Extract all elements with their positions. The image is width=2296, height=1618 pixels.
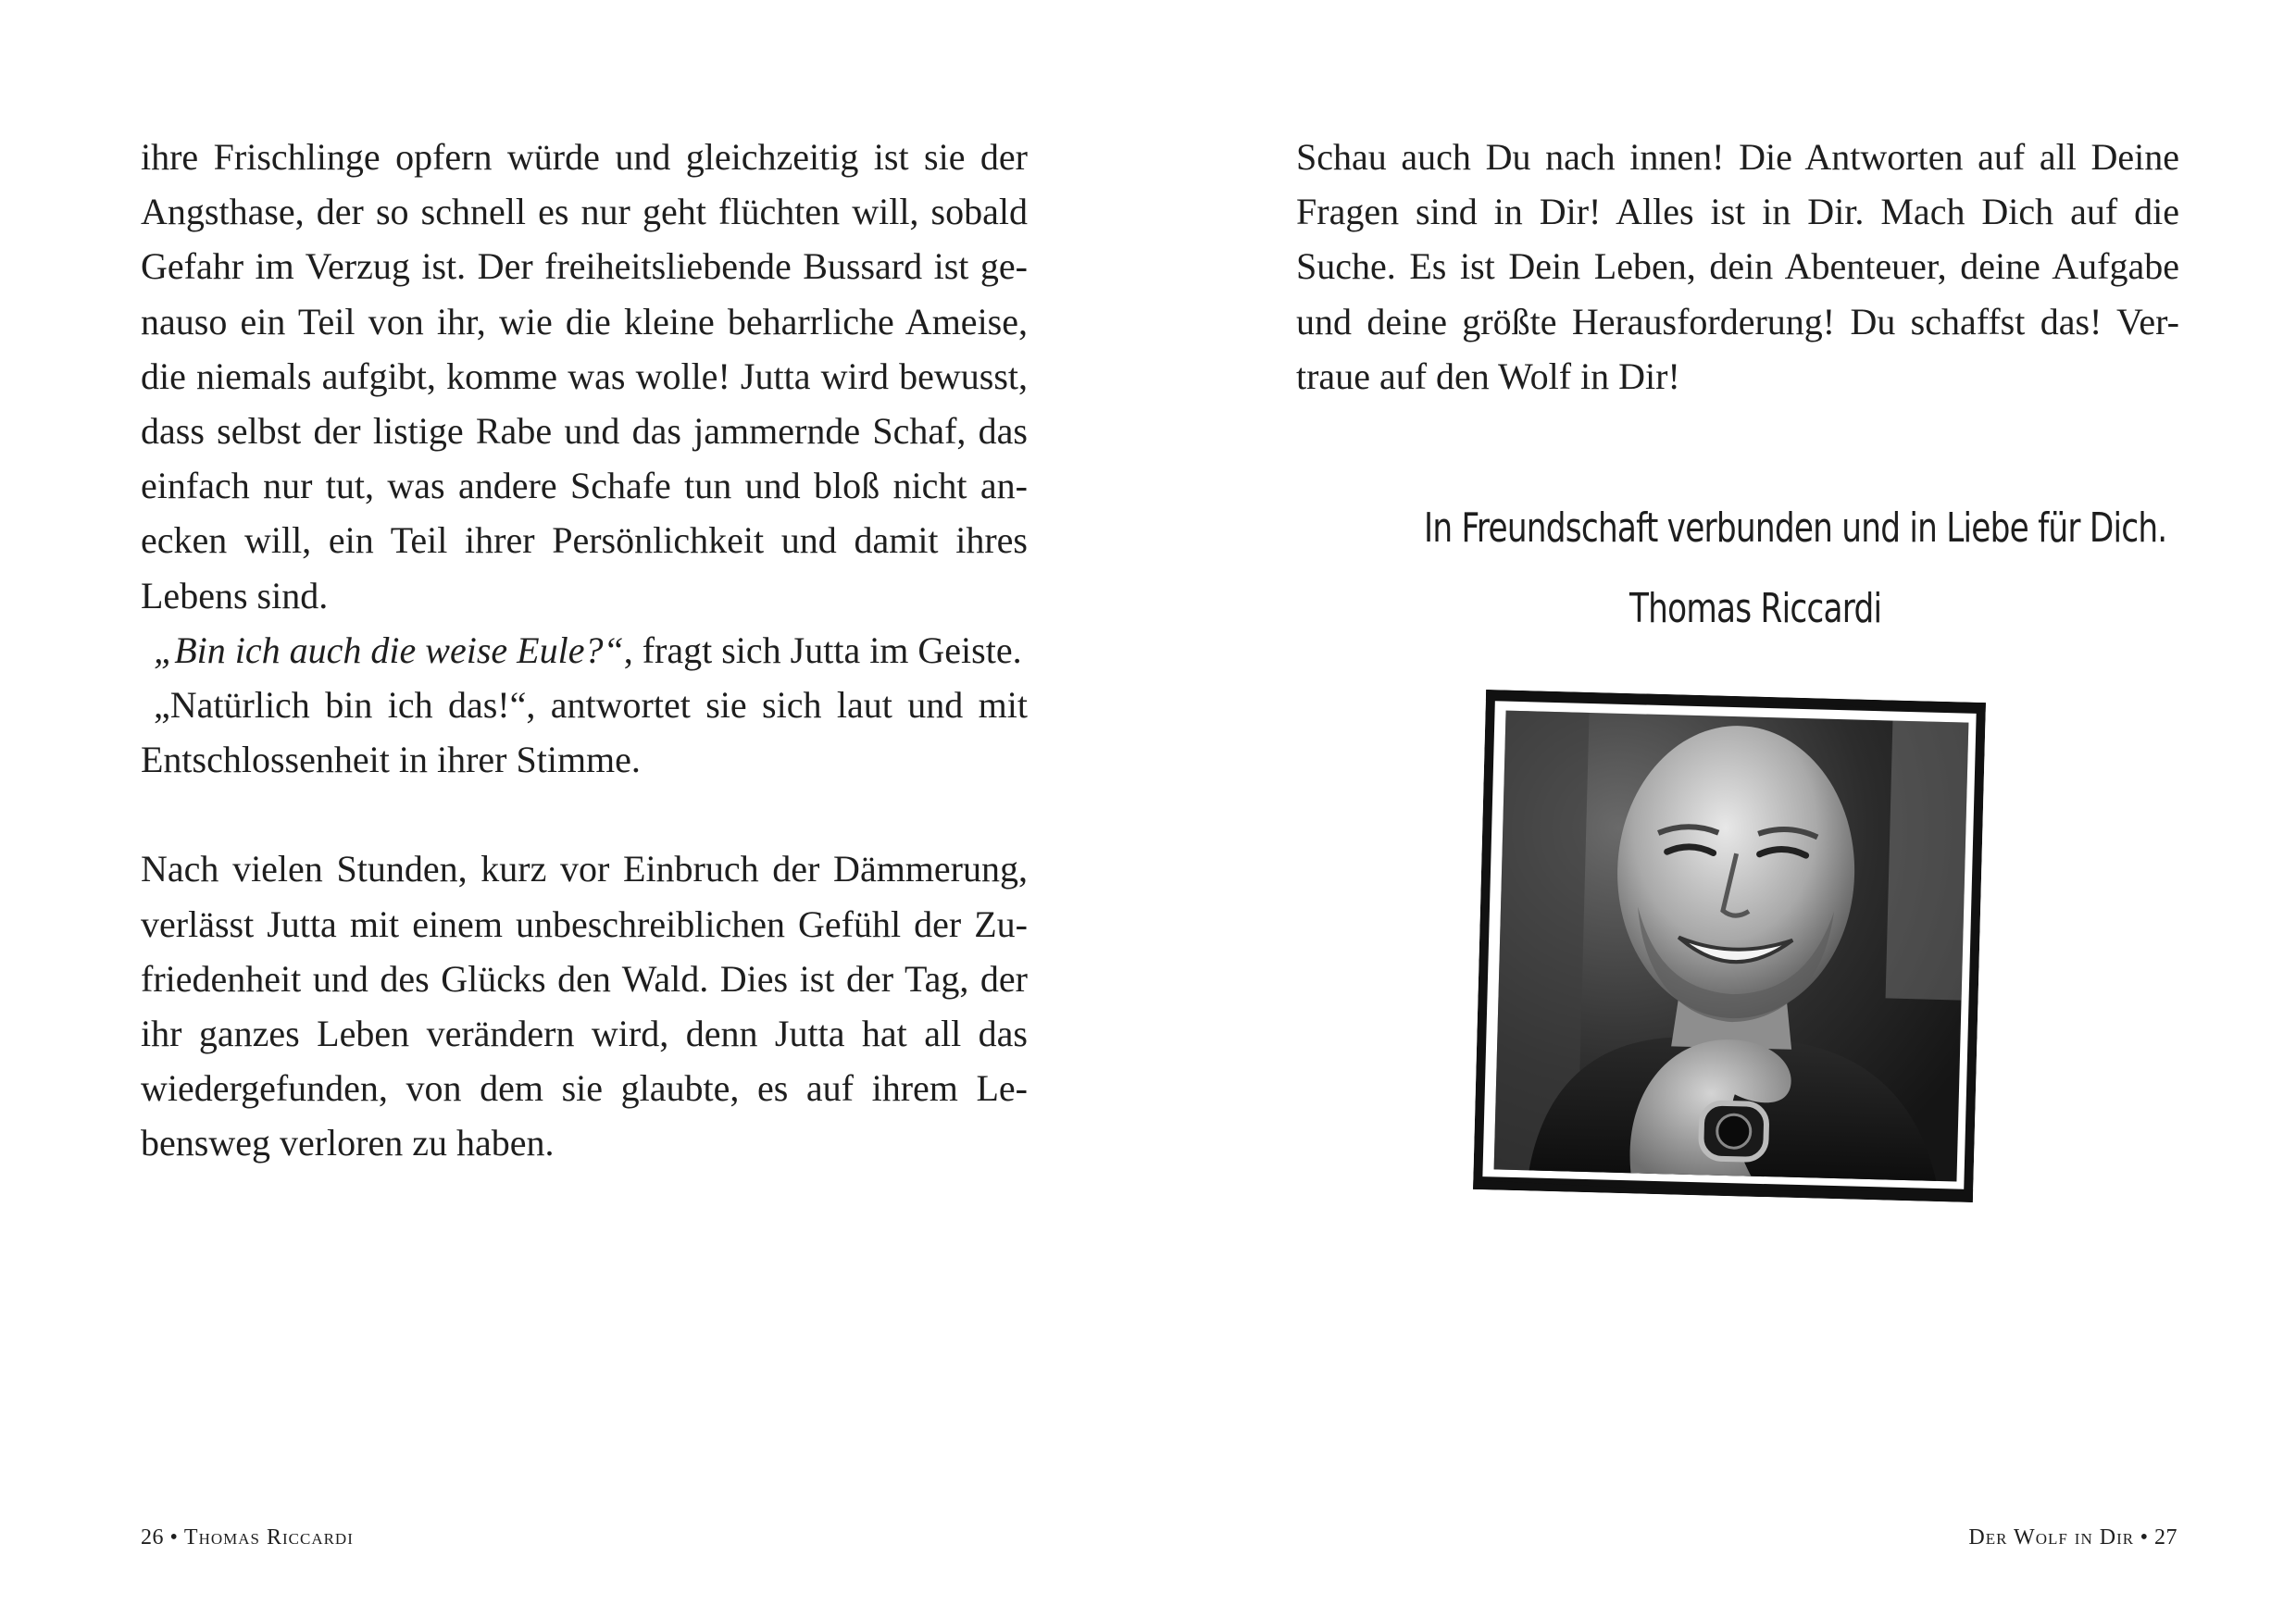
body-line: einfach nur tut, was andere Schafe tun und bloß nicht an- (141, 465, 1028, 507)
body-line: Suche. Es ist Dein Leben, dein Abenteuer, deine Aufgabe (1296, 245, 2179, 288)
body-line: „Natürlich bin ich das!“, antwortet sie sich laut und mit (154, 683, 1028, 726)
quote-italic: „Bin ich auch die weise Eule?“ (154, 629, 624, 671)
paragraph-gap (141, 787, 1028, 841)
quote-rest: , fragt sich Jutta im Geiste. (623, 629, 1022, 671)
body-line: Schau auch Du nach innen! Die Antworten auf all Deine (1296, 136, 2179, 178)
body-line: ihr ganzes Leben verändern wird, denn Jutta hat all das (141, 1013, 1028, 1054)
body-line: ihre Frischlinge opfern würde und gleichzeitig ist sie der (141, 136, 1028, 178)
footer-bullet: • (2140, 1525, 2149, 1550)
body-line: nauso ein Teil von ihr, wie die kleine beharrliche Ameise, (141, 300, 1028, 342)
body-line: Angsthase, der so schnell es nur geht flüchten will, sobald (141, 191, 1028, 233)
author-portrait (1473, 690, 1986, 1202)
body-line: Nach vielen Stunden, kurz vor Einbruch der Dämmerung, (141, 848, 1028, 890)
footer-book-title: Der Wolf in Dir (1968, 1525, 2135, 1550)
dedication-line: In Freundschaft verbunden und in Liebe für Dich. (1424, 504, 2167, 552)
body-line: ecken will, ein Teil ihrer Persönlichkeit und damit ihres (141, 519, 1028, 562)
signature-name: Thomas Riccardi (1629, 585, 1882, 632)
quote-line (141, 623, 1028, 678)
body-line: Lebens sind. (141, 574, 329, 616)
body-line: die niemals aufgibt, komme was wolle! Jutta wird bewusst, (141, 355, 1028, 397)
body-line: dass selbst der listige Rabe und das jammernde Schaf, das (141, 409, 1028, 452)
footer-bullet: • (169, 1525, 179, 1550)
right-page-body (1296, 130, 2179, 404)
body-line: Entschlossenheit in ihrer Stimme. (141, 739, 641, 781)
body-line: bensweg verloren zu haben. (141, 1122, 555, 1164)
left-page-body (141, 130, 1028, 1171)
body-line: Fragen sind in Dir! Alles ist in Dir. Mach Dich auf die (1296, 191, 2179, 233)
page-number-right: 27 (2154, 1525, 2177, 1550)
body-line: friedenheit und des Glücks den Wald. Dies ist der Tag, der (141, 957, 1028, 1000)
body-line: traue auf den Wolf in Dir! (1296, 355, 1680, 397)
right-page (1148, 0, 2296, 1618)
footer-author: Thomas Riccardi (183, 1525, 354, 1550)
body-line: Gefahr im Verzug ist. Der freiheitsliebende Bussard ist ge- (141, 245, 1028, 288)
page-number-left: 26 (141, 1525, 164, 1550)
body-line: verlässt Jutta mit einem unbeschreiblichen Gefühl der Zu- (141, 902, 1028, 945)
body-line: und deine größte Herausforderung! Du schaffst das! Ver- (1296, 300, 2179, 342)
left-page-footer (141, 1525, 354, 1550)
body-line: wiedergefunden, von dem sie glaubte, es auf ihrem Le- (141, 1067, 1028, 1110)
right-page-footer (1968, 1525, 2177, 1550)
